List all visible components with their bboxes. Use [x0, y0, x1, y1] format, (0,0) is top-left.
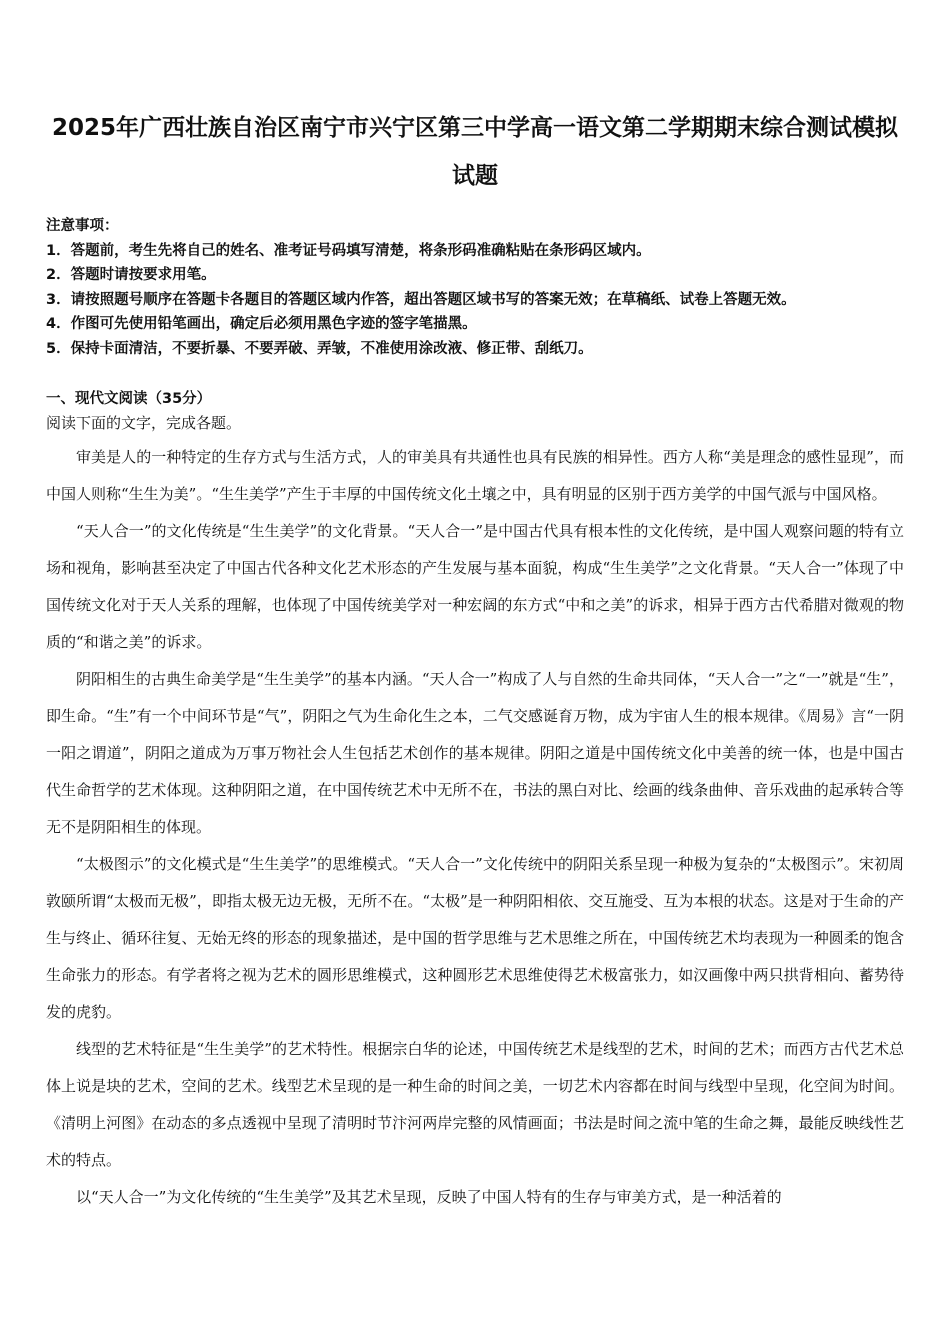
section-instruction: 阅读下面的文字，完成各题。 — [46, 414, 242, 432]
reading-paragraph-3: 阴阳相生的古典生命美学是“生生美学”的基本内涵。“天人合一”构成了人与自然的生命共同体，“天人合一”之“一”就是“生”，即生命。“生”有一个中间环节是“气”，阴阳之气为生命化生之本，二气交感诞育万物，成为宇宙人生的根本规律。《周易》言“一阴一阳之谓道”，阴阳之道成为万事万物社会人生包括艺术创作的基本规律。阴阳之道是中国传统文化中美善的统一体，也是中国古代生命哲学的艺术体现。这种阴阳之道，在中国传统艺术中无所不在，书法的黑白对比、绘画的线条曲伸、音乐戏曲的起承转合等无不是阴阳相生的体现。 — [46, 670, 904, 836]
notice-block — [46, 214, 904, 361]
notice-item-3: 3．请按照题号顺序在答题卡各题目的答题区域内作答，超出答题区域书写的答案无效；在草稿纸、试卷上答题无效。 — [46, 291, 796, 308]
notice-heading: 注意事项： — [46, 218, 119, 234]
reading-paragraph-2: “天人合一”的文化传统是“生生美学”的文化背景。“天人合一”是中国古代具有根本性的文化传统，是中国人观察问题的特有立场和视角，影响甚至决定了中国古代各种文化艺术形态的产生发展与基本面貌，构成“生生美学”之文化背景。“天人合一”体现了中国传统文化对于天人关系的理解，也体现了中国传统美学对一种宏阔的东方式“中和之美”的诉求，相异于西方古代希腊对微观的物质的“和谐之美”的诉求。 — [46, 522, 904, 651]
exam-title: 2025年广西壮族自治区南宁市兴宁区第三中学高一语文第二学期期末综合测试模拟试题 — [51, 115, 898, 189]
notice-item-5: 5．保持卡面清洁，不要折暴、不要弄破、弄皱，不准使用涂改液、修正带、刮纸刀。 — [46, 340, 593, 357]
reading-paragraph-6: 以“天人合一”为文化传统的“生生美学”及其艺术呈现，反映了中国人特有的生存与审美方式，是一种活着的 — [76, 1188, 782, 1206]
section-heading: 一、现代文阅读（35分） — [46, 391, 212, 407]
reading-paragraph-5: 线型的艺术特征是“生生美学”的艺术特性。根据宗白华的论述，中国传统艺术是线型的艺术，时间的艺术；而西方古代艺术总体上说是块的艺术，空间的艺术。线型艺术呈现的是一种生命的时间之美，一切艺术内容都在时间与线型中呈现，化空间为时间。《清明上河图》在动态的多点透视中呈现了清明时节汴河两岸完整的风情画面；书法是时间之流中笔的生命之舞，最能反映线性艺术的特点。 — [46, 1040, 904, 1169]
notice-item-1: 1．答题前，考生先将自己的姓名、准考证号码填写清楚，将条形码准确粘贴在条形码区域内。 — [46, 242, 651, 259]
notice-item-2: 2．答题时请按要求用笔。 — [46, 267, 216, 283]
reading-paragraph-1: 审美是人的一种特定的生存方式与生活方式，人的审美具有共通性也具有民族的相异性。西方人称“美是理念的感性显现”，而中国人则称“生生为美”。“生生美学”产生于丰厚的中国传统文化土壤之中，具有明显的区别于西方美学的中国气派与中国风格。 — [46, 448, 904, 503]
reading-paragraph-4: “太极图示”的文化模式是“生生美学”的思维模式。“天人合一”文化传统中的阴阳关系呈现一种极为复杂的“太极图示”。宋初周敦颐所谓“太极而无极”，即指太极无边无极，无所不在。“太极”是一种阴阳相依、交互施受、互为本根的状态。这是对于生命的产生与终止、循环往复、无始无终的形态的现象描述，是中国的哲学思维与艺术思维之所在，中国传统艺术均表现为一种圆柔的饱含生命张力的形态。有学者将之视为艺术的圆形思维模式，这种圆形艺术思维使得艺术极富张力，如汉画像中两只拱背相向、蓄势待发的虎豹。 — [46, 855, 904, 1021]
notice-item-4: 4．作图可先使用铅笔画出，确定后必须用黑色字迹的签字笔描黑。 — [46, 316, 477, 332]
